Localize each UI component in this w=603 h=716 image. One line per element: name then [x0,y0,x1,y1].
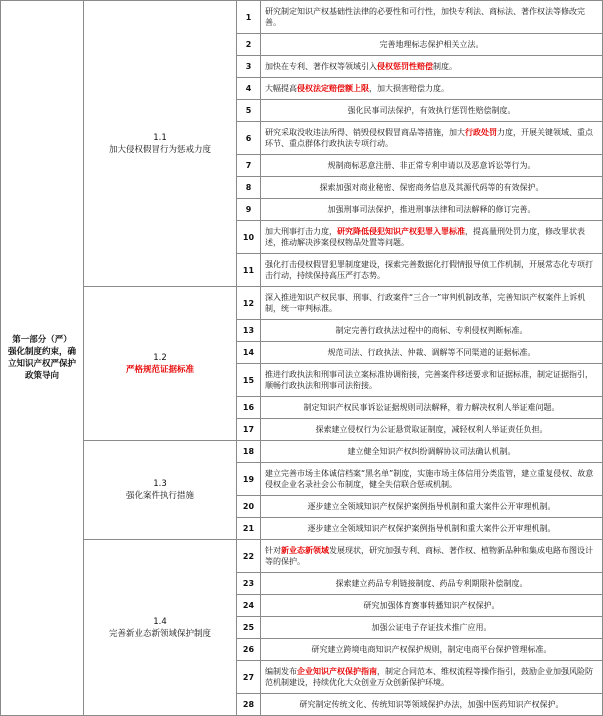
item-text-segment: 探索建立药品专利链接制度、药品专利期限补偿制度。 [335,579,528,588]
item-number: 9 [237,199,261,221]
item-text [261,254,603,287]
item-number: 8 [237,177,261,199]
item-text [261,221,603,254]
item-text [261,1,603,34]
item-text [261,397,603,419]
item-number: 23 [237,573,261,595]
item-number: 18 [237,441,261,463]
item-number: 3 [237,56,261,78]
item-text [261,364,603,397]
item-text [261,56,603,78]
item-number: 21 [237,518,261,540]
item-text-segment: 研究建立跨境电商知识产权保护规则，制定电商平台保护管理标准。 [311,645,552,654]
item-text [261,155,603,177]
item-text [261,122,603,155]
item-number: 7 [237,155,261,177]
item-text [261,177,603,199]
item-text [261,34,603,56]
item-text [261,694,603,716]
item-text [261,463,603,496]
part-cell [1,1,84,716]
item-text-segment: 逐步建立全领域知识产权保护案例指导机制和重大案件公开审理机制。 [307,502,556,511]
item-number: 2 [237,34,261,56]
item-text-segment: 推进行政执法和刑事司法立案标准协调衔接，完善案件移送要求和证据标准，制定证据指引，顺畅行政执法和刑事司法衔接。 [265,370,593,390]
item-text-segment: 研究制定知识产权基础性法律的必要性和可行性，加快专利法、商标法、著作权法等修改完善。 [265,7,585,27]
table-row [1,287,603,320]
item-number: 1 [237,1,261,34]
item-number: 16 [237,397,261,419]
item-text [261,419,603,441]
highlight-text: 企业知识产权保护指南 [297,667,377,676]
item-text-segment: 针对 [265,546,281,555]
section-code: 1.3 [153,479,167,489]
item-text [261,573,603,595]
item-text [261,100,603,122]
item-text [261,639,603,661]
table-row [1,540,603,573]
item-text [261,199,603,221]
item-text-segment: 编制发布 [265,667,297,676]
item-number: 10 [237,221,261,254]
item-text-segment: 探索加强对商业秘密、保密商务信息及其源代码等的有效保护。 [319,183,544,192]
section-code: 1.1 [153,132,167,143]
table-row [1,441,603,463]
item-number: 12 [237,287,261,320]
item-number: 17 [237,419,261,441]
part-title-line: 第一部分（严） [12,335,72,345]
item-number: 22 [237,540,261,573]
item-number: 20 [237,496,261,518]
item-number: 14 [237,342,261,364]
item-text [261,518,603,540]
highlight-text: 侵权惩罚性赔偿 [377,62,433,71]
item-text-segment: 加快在专利、著作权等领域引入 [265,62,377,71]
item-number: 4 [237,78,261,100]
item-text-segment: 制定完善行政执法过程中的商标、专利侵权判断标准。 [335,326,528,335]
item-number: 6 [237,122,261,155]
item-number: 5 [237,100,261,122]
section-code: 1.4 [153,616,167,627]
item-text-segment: 制定知识产权民事诉讼证据规则司法解释，着力解决权利人举证难问题。 [303,403,560,412]
item-text-segment: 发展现状，研究加强专利、商标、著作权、植物新品种和集成电路布图设计等的保护。 [265,546,593,566]
item-text-segment: ，提高量刑处罚力度，修改罪状表述，推动解决涉案侵权物品处置等问题。 [265,227,585,247]
item-text [261,595,603,617]
item-number: 28 [237,694,261,716]
section-cell [84,1,237,287]
highlight-text: 侵权法定赔偿额上限 [297,84,369,93]
highlight-text: 研究降低侵犯知识产权犯罪入罪标准 [337,227,465,236]
section-cell [84,441,237,540]
item-text [261,617,603,639]
item-text-segment: 强化民事司法保护，有效执行惩罚性赔偿制度。 [347,106,516,115]
item-number: 26 [237,639,261,661]
section-title: 完善新业态新领域保护制度 [108,628,211,639]
item-text-segment: 强化打击侵权假冒犯罪制度建设，探索完善数据化打假情报导侦工作机制，开展常态化专项打击行动，持续保持高压严打态势。 [265,260,593,280]
part-title-line: 立知识产权严保护 [7,359,76,369]
item-text-segment: 研究加强体育赛事转播知识产权保护。 [363,601,500,610]
item-text-segment: 制度。 [433,62,457,71]
item-number: 13 [237,320,261,342]
item-text [261,661,603,694]
item-text-segment: ，制定合同范本、维权流程等操作指引，鼓励企业加强风险防范机制建设，持续优化大众创业万众创新保护环境。 [265,667,593,687]
item-text-segment: 大幅提高 [265,84,297,93]
item-text-segment: 建立健全知识产权纠纷调解协议司法确认机制。 [347,447,516,456]
item-text [261,496,603,518]
item-text-segment: 深入推进知识产权民事、刑事、行政案件“三合一”审判机制改革，完善知识产权案件上诉机制，统一审判标准。 [265,293,586,313]
part-title-line: 政策导向 [24,371,59,381]
section-cell [84,540,237,716]
item-text-segment: 建立完善市场主体诚信档案“黑名单”制度，实施市场主体信用分类监管，建立重复侵权、故意侵权企业名录社会公布制度，健全失信联合惩戒机制。 [265,469,594,489]
item-number: 27 [237,661,261,694]
highlight-text: 新业态新领域 [281,546,329,555]
item-number: 19 [237,463,261,496]
highlight-text: 行政处罚 [465,128,497,137]
section-code: 1.2 [153,352,167,363]
item-text-segment: 研究制定传统文化、传统知识等领域保护办法，加强中医药知识产权保护。 [299,700,564,709]
item-text [261,78,603,100]
item-text-segment: 规制商标恶意注册、非正常专利申请以及恶意诉讼等行为。 [327,161,536,170]
item-text-segment: 规范司法、行政执法、仲裁、调解等不同渠道的证据标准。 [327,348,536,357]
item-text-segment: ，加大损害赔偿力度。 [369,84,449,93]
item-text [261,441,603,463]
item-text-segment: 逐步建立全领域知识产权保护案例指导机制和重大案件公开审理机制。 [307,524,556,533]
item-number: 15 [237,364,261,397]
item-text [261,320,603,342]
item-text [261,342,603,364]
item-text-segment: 加大刑事打击力度， [265,227,337,236]
item-text-segment: 加强刑事司法保护，推进刑事法律和司法解释的修订完善。 [327,205,536,214]
item-number: 11 [237,254,261,287]
item-text-segment: 完善地理标志保护相关立法。 [379,40,484,49]
item-text [261,287,603,320]
item-text-segment: 加强公证电子存证技术推广应用。 [371,623,492,632]
part-title-line: 强化制度约束，确 [7,347,76,357]
item-number: 24 [237,595,261,617]
section-title: 严格规范证据标准 [125,364,194,375]
table-row [1,1,603,34]
item-number: 25 [237,617,261,639]
section-title: 强化案件执行措施 [125,491,194,501]
section-title: 加大侵权假冒行为惩戒力度 [108,144,211,155]
section-cell [84,287,237,441]
item-text [261,540,603,573]
item-text-segment: 研究采取没收违法所得、销毁侵权假冒商品等措施，加大 [265,128,465,137]
item-text-segment: 力度，开展关键领域、重点环节、重点群体行政执法专项行动。 [265,128,593,148]
item-text-segment: 探索建立侵权行为公证悬赏取证制度，减轻权利人举证责任负担。 [315,425,548,434]
